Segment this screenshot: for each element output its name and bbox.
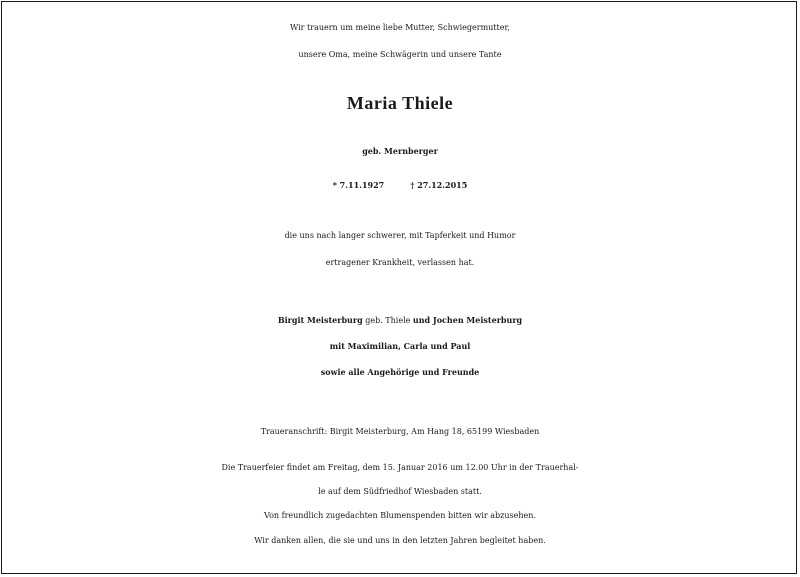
mourner-maiden-name: geb. Thiele xyxy=(365,316,411,325)
funeral-line-1: Die Trauerfeier findet am Freitag, dem 15. Januar 2016 um 12.00 Uhr in der Trauerhal- xyxy=(221,463,579,472)
mourners-children: mit Maximilian, Carla und Paul xyxy=(329,341,471,351)
birth-name: geb. Mernberger xyxy=(362,146,438,156)
mourners-line-3 xyxy=(0,368,800,377)
passing-line-2: ertragener Krankheit, verlassen hat. xyxy=(325,258,475,267)
life-dates xyxy=(0,181,800,189)
mourning-address: Traueranschrift: Birgit Meisterburg, Am Hang 18, 65199 Wiesbaden xyxy=(260,427,540,436)
deceased-name: Maria Thiele xyxy=(346,93,454,113)
mourners-family: sowie alle Angehörige und Freunde xyxy=(320,367,480,377)
death-date: † 27.12.2015 xyxy=(410,180,468,190)
intro-line-1: Wir trauern um meine liebe Mutter, Schwiegermutter, xyxy=(290,23,510,32)
mourners-line-2 xyxy=(0,342,800,351)
birth-date: * 7.11.1927 xyxy=(332,180,385,190)
mourner-name: Birgit Meisterburg xyxy=(277,315,363,325)
passing-line-1: die uns nach langer schwerer, mit Tapferkeit und Humor xyxy=(284,231,516,240)
mourners-line-1 xyxy=(0,316,800,325)
intro-line-2: unsere Oma, meine Schwägerin und unsere Tante xyxy=(298,50,502,59)
flowers-line: Von freundlich zugedachten Blumenspenden bitten wir abzusehen. xyxy=(264,511,536,520)
thanks-line: Wir danken allen, die sie und uns in den letzten Jahren begleitet haben. xyxy=(254,536,546,545)
funeral-line-2: le auf dem Südfriedhof Wiesbaden statt. xyxy=(318,487,482,496)
mourner-partner: und Jochen Meisterburg xyxy=(412,315,523,325)
